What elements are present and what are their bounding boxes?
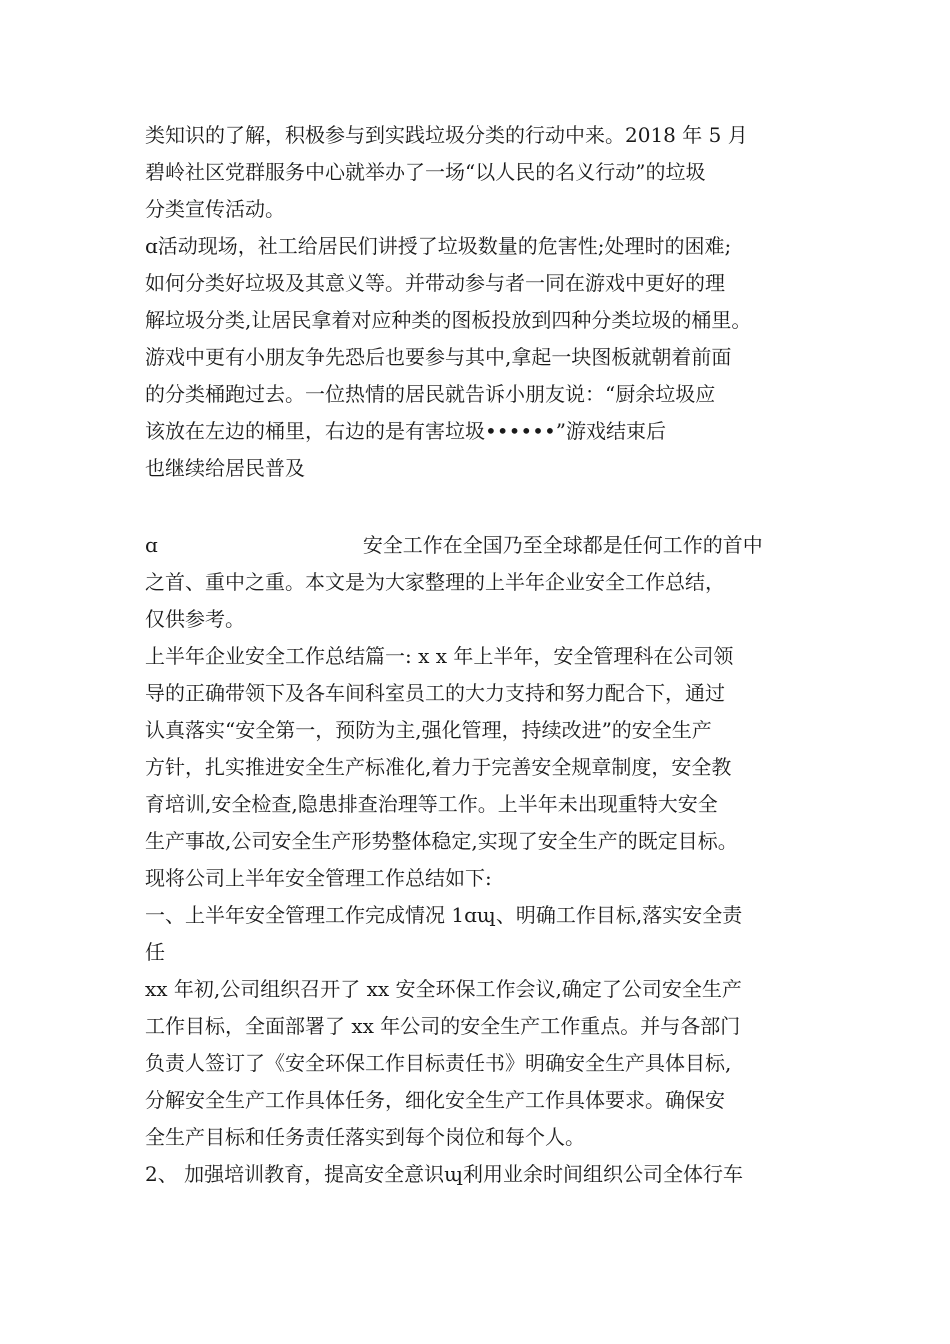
text-line: 碧岭社区党群服务中心就举办了一场“以人民的名义行动”的垃圾 <box>145 160 706 184</box>
text-line: 工作目标，全面部署了 xx 年公司的安全生产工作重点。并与各部门 <box>145 1014 741 1038</box>
section-2-paragraphs <box>145 527 825 1193</box>
text-line: 认真落实“安全第一，预防为主,强化管理，持续改进”的安全生产 <box>145 718 712 742</box>
section-1-paragraphs <box>145 117 825 487</box>
text-line: 上半年企业安全工作总结篇一: x x 年上半年，安全管理科在公司领 <box>145 644 734 668</box>
text-line: 方针，扎实推进安全生产标准化,着力于完善安全规章制度，安全教 <box>145 755 732 779</box>
text-line: 分解安全生产工作具体任务，细化安全生产工作具体要求。确保安 <box>145 1088 725 1112</box>
text-line: 类知识的了解，积极参与到实践垃圾分类的行动中来。2018 年 5 月 <box>145 123 748 147</box>
text-line: 的分类桶跑过去。一位热情的居民就告诉小朋友说：“厨余垃圾应 <box>145 382 716 406</box>
text-line: 分类宣传活动。 <box>145 197 285 221</box>
text-line: 育培训,安全检查,隐患排查治理等工作。上半年未出现重特大安全 <box>145 792 718 816</box>
text-line: xx 年初,公司组织召开了 xx 安全环保工作会议,确定了公司安全生产 <box>145 977 742 1001</box>
text-line: 一、上半年安全管理工作完成情况 1ɑɰ、明确工作目标,落实安全责 <box>145 903 743 927</box>
section-2-first-line <box>145 527 825 564</box>
text-line: 也继续给居民普及 <box>145 456 305 480</box>
text-line: 安全工作在全国乃至全球都是任何工作的首中 <box>362 533 763 557</box>
text-line: 导的正确带领下及各车间科室员工的大力支持和努力配合下，通过 <box>145 681 725 705</box>
text-line: 全生产目标和任务责任落实到每个岗位和每个人。 <box>145 1125 585 1149</box>
paragraph-marker: ɑ <box>145 533 158 557</box>
text-line: 负责人签订了《安全环保工作目标责任书》明确安全生产具体目标, <box>145 1051 732 1075</box>
text-line: 游戏中更有小朋友争先恐后也要参与其中,拿起一块图板就朝着前面 <box>145 345 732 369</box>
text-line: 该放在左边的桶里，右边的是有害垃圾••••••”游戏结束后 <box>145 419 667 443</box>
text-line: 如何分类好垃圾及其意义等。并带动参与者一同在游戏中更好的理 <box>145 271 725 295</box>
text-line: 生产事故,公司安全生产形势整体稳定,实现了安全生产的既定目标。 <box>145 829 738 853</box>
text-line: 2、 加强培训教育，提高安全意识ɰ利用业余时间组织公司全体行车 <box>145 1162 744 1186</box>
text-line: 解垃圾分类,让居民拿着对应种类的图板投放到四种分类垃圾的桶里。 <box>145 308 752 332</box>
text-line: 任 <box>145 940 165 964</box>
text-line: ɑ活动现场，社工给居民们讲授了垃圾数量的危害性;处理时的困难; <box>145 234 732 258</box>
text-line: 之首、重中之重。本文是为大家整理的上半年企业安全工作总结， <box>145 570 725 594</box>
text-line: 现将公司上半年安全管理工作总结如下: <box>145 866 492 890</box>
text-line: 仅供参考。 <box>145 607 245 631</box>
